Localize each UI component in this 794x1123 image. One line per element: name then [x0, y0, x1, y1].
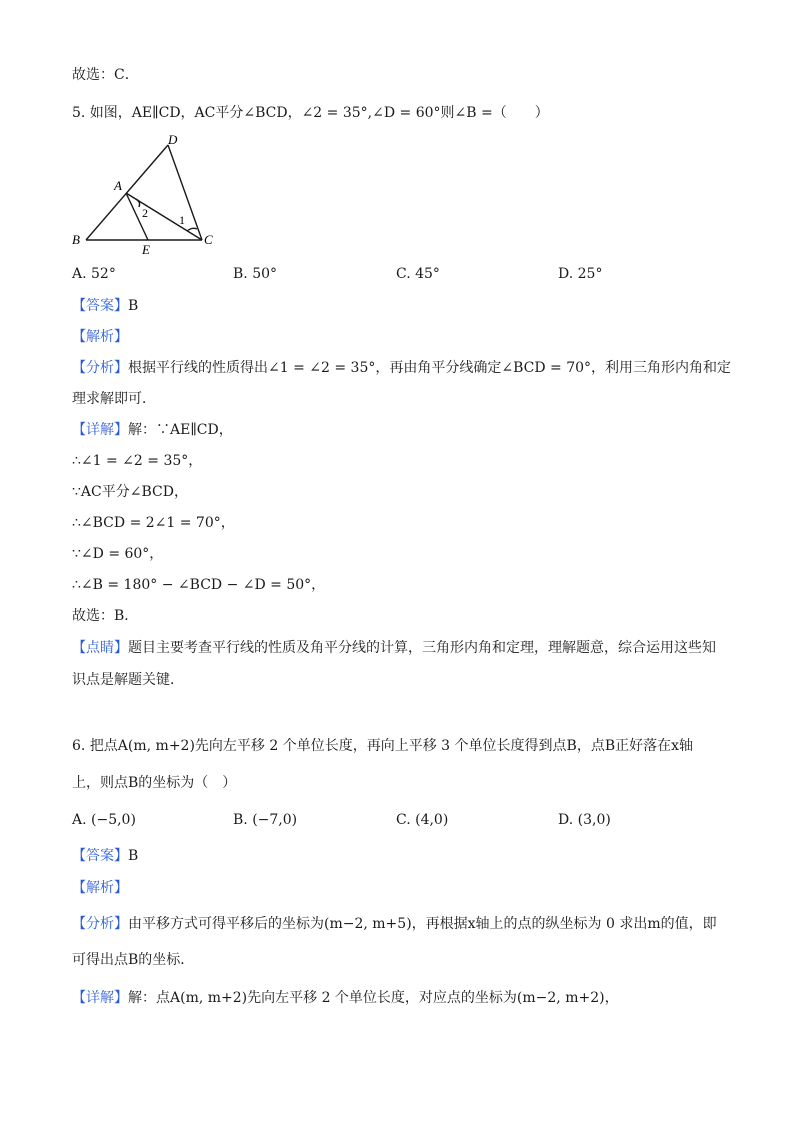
q6-option-d: D. (3,0) — [558, 812, 611, 828]
q5-jiexi-tag: 【解析】 — [72, 329, 128, 345]
q5-analysis-line-2: 理求解即可． — [72, 391, 156, 407]
q5-detail-line — [72, 420, 233, 440]
analysis-text: 由平移方式可得平移后的坐标为(m−2, m+5)，再根据x轴上的点的纵坐标为 0 求出m的值，即 — [128, 916, 717, 932]
solution-step-6: 故选：B． — [72, 608, 139, 624]
detail-text: 解：点A(m, m+2)先向左平移 2 个单位长度，对应点的坐标为(m−2, m+2)， — [128, 990, 619, 1006]
solution-step-2: ∵AC平分∠BCD， — [72, 484, 188, 500]
q6-option-a: A. (−5,0) — [72, 812, 136, 828]
solution-step-3: ∴∠BCD = 2∠1 = 70°， — [72, 515, 235, 531]
angle-2-arc — [136, 199, 140, 207]
conclusion-line: 故选：C． — [72, 67, 139, 83]
q5-option-d: D. 25° — [558, 266, 603, 282]
q5-option-a: A. 52° — [72, 266, 116, 282]
answer-tag: 【答案】 — [72, 848, 128, 864]
solution-step-1: ∴∠1 = ∠2 = 35°， — [72, 453, 203, 469]
q5-option-c: C. 45° — [396, 266, 440, 282]
solution-step-4: ∵∠D = 60°， — [72, 546, 164, 562]
solution-step-5: ∴∠B = 180° − ∠BCD − ∠D = 50°， — [72, 577, 326, 593]
label-E: E — [142, 242, 150, 257]
detail-tag: 【详解】 — [72, 422, 128, 438]
comment-tag: 【点睛】 — [72, 640, 128, 656]
analysis-tag: 【分析】 — [72, 916, 128, 932]
question-6-stem-2: 上，则点B的坐标为（ ） — [72, 775, 237, 791]
label-C: C — [204, 232, 213, 247]
q6-option-c: C. (4,0) — [396, 812, 449, 828]
q6-answer — [72, 846, 138, 866]
question-5-stem: 5. 如图，AE∥CD，AC平分∠BCD，∠2 = 35°,∠D = 60°则∠B =（ ） — [72, 105, 549, 121]
line-BD — [86, 145, 168, 240]
label-angle-1: 1 — [179, 213, 185, 227]
q6-analysis-line-1 — [72, 914, 717, 934]
label-B: B — [72, 232, 80, 247]
analysis-text: 根据平行线的性质得出∠1 = ∠2 = 35°，再由角平分线确定∠BCD = 70°，利用三角形内角和定 — [128, 360, 732, 376]
q6-jiexi-tag: 【解析】 — [72, 880, 128, 896]
q6-detail-line — [72, 988, 619, 1008]
comment-text: 题目主要考查平行线的性质及角平分线的计算，三角形内角和定理，理解题意，综合运用这些知 — [128, 640, 716, 656]
answer-value: B — [128, 848, 139, 864]
triangle-figure — [66, 130, 226, 260]
answer-tag: 【答案】 — [72, 298, 128, 314]
label-angle-2: 2 — [142, 206, 148, 220]
q5-analysis-line-1 — [72, 358, 731, 378]
detail-text: 解：∵AE∥CD， — [128, 422, 233, 438]
q6-analysis-line-2: 可得出点B的坐标． — [72, 952, 195, 968]
q6-option-b: B. (−7,0) — [233, 812, 298, 828]
q5-comment-line-2: 识点是解题关键． — [72, 672, 184, 688]
answer-value: B — [128, 298, 139, 314]
q5-comment-line-1 — [72, 638, 716, 658]
label-A: A — [114, 178, 122, 193]
line-DC — [168, 145, 202, 240]
label-D: D — [168, 132, 178, 147]
q5-option-b: B. 50° — [233, 266, 278, 282]
question-6-stem-1: 6. 把点A(m, m+2)先向左平移 2 个单位长度，再向上平移 3 个单位长度得到点B，点B正好落在x轴 — [72, 738, 694, 754]
q5-answer — [72, 296, 138, 316]
angle-1-arc — [187, 228, 197, 231]
analysis-tag: 【分析】 — [72, 360, 128, 376]
detail-tag: 【详解】 — [72, 990, 128, 1006]
